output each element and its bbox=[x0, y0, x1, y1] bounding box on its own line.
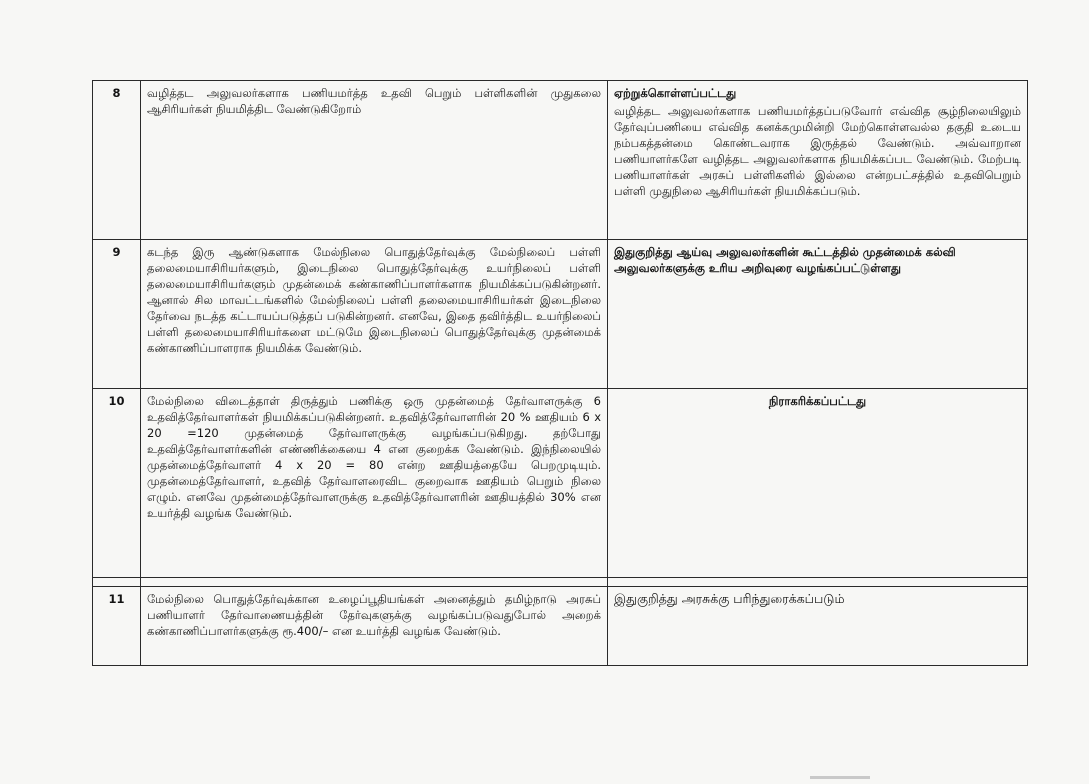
row-number: 8 bbox=[93, 81, 141, 240]
table-row bbox=[93, 587, 1028, 666]
scan-mark bbox=[810, 776, 870, 779]
response-cell: இதுகுறித்து ஆய்வு அலுவலர்களின் கூட்டத்தில் முதன்மைக் கல்வி அலுவலர்களுக்கு உரிய அறிவுரை வழங்கப்பட்டுள்ளது bbox=[608, 240, 1028, 389]
table-row bbox=[93, 81, 1028, 240]
response-heading: ஏற்றுக்கொள்ளப்பட்டது bbox=[614, 86, 737, 100]
row-number: 10 bbox=[93, 389, 141, 578]
response-text: வழித்தட அலுவலர்களாக பணியமர்த்தப்படுவோர் எவ்வித சூழ்நிலையிலும் தேர்வுப்பணியை எவ்வித கனக்கமுமின்றி மேற்கொள்ளவல்ல தகுதி உடைய நம்பகத்தன்மை கொண்டவராக இருத்தல் வேண்டும். அவ்வாறான பணியாளர்களே வழித்தட அலுவலர்களாக நியமிக்கப்பட வேண்டும். மேற்படி பணியாளர்கள் அரசுப் பள்ளிகளில் இல்லை என்றபட்சத்தில் உதவிபெறும் பள்ளி முதுநிலை ஆசிரியர்கள் நியமிக்கப்படும். bbox=[614, 104, 1021, 198]
request-cell: மேல்நிலை பொதுத்தேர்வுக்கான உழைப்பூதியங்கள் அனைத்தும் தமிழ்நாடு அரசுப் பணியாளர் தேர்வாணையத்தின் தேர்வுகளுக்கு வழங்கப்படுவதுபோல் அறைக் கண்காணிப்பாளர்களுக்கு ரூ.400/– என உயர்த்தி வழங்க வேண்டும். bbox=[141, 587, 608, 666]
response-cell: இதுகுறித்து அரசுக்கு பரிந்துரைக்கப்படும் bbox=[608, 587, 1028, 666]
request-cell: வழித்தட அலுவலர்களாக பணியமர்த்த உதவி பெறும் பள்ளிகளின் முதுகலை ஆசிரியர்கள் நியமித்திட வேண்டுகிறோம் bbox=[141, 81, 608, 240]
request-cell: மேல்நிலை விடைத்தாள் திருத்தும் பணிக்கு ஒரு முதன்மைத் தேர்வாளருக்கு 6 உதவித்தேர்வாளர்கள் நியமிக்கப்படுகின்றனர். உதவித்தேர்வாளரின் 20 % ஊதியம் 6 x 20 =120 முதன்மைத் தேர்வாளருக்கு வழங்கப்படுகிறது. தற்போது உதவித்தேர்வாளர்களின் எண்ணிக்கையை 4 என குறைக்க வேண்டும். இந்நிலையில் முதன்மைத்தேர்வாளர் 4 x 20 = 80 என்ற ஊதியத்தையே பெறமுடியும். முதன்மைத்தேர்வாளர், உதவித் தேர்வாளரைவிட குறைவாக ஊதியம் பெறும் நிலை எழும். எனவே முதன்மைத்தேர்வாளருக்கு உதவித்தேர்வாளரின் ஊதியத்தில் 30% என உயர்த்தி வழங்க வேண்டும். bbox=[141, 389, 608, 578]
table-row bbox=[93, 389, 1028, 578]
row-number: 11 bbox=[93, 587, 141, 666]
table-row bbox=[93, 240, 1028, 389]
response-cell: நிராகரிக்கப்பட்டது bbox=[608, 389, 1028, 578]
response-cell bbox=[608, 81, 1028, 240]
table-spacer bbox=[93, 578, 1028, 587]
request-cell: கடந்த இரு ஆண்டுகளாக மேல்நிலை பொதுத்தேர்வுக்கு மேல்நிலைப் பள்ளி தலைமையாசிரியர்களும், இடைநிலை பொதுத்தேர்வுக்கு உயர்நிலைப் பள்ளி தலைமையாசிரியர்களும் முதன்மைக் கண்காணிப்பாளர்களாக நியமிக்கப்படுகின்றனர். ஆனால் சில மாவட்டங்களில் மேல்நிலைப் பள்ளி தலைமையாசிரியர்கள் இடைநிலை தேர்வை நடத்த கட்டாயப்படுத்தப் படுகின்றனர். எனவே, இதை தவிர்த்திட உயர்நிலைப் பள்ளி தலைமையாசிரியர்களை மட்டுமே இடைநிலைப் பொதுத்தேர்வுக்கு முதன்மைக் கண்காணிப்பாளராக நியமிக்க வேண்டும். bbox=[141, 240, 608, 389]
proposals-table bbox=[92, 80, 1028, 666]
row-number: 9 bbox=[93, 240, 141, 389]
